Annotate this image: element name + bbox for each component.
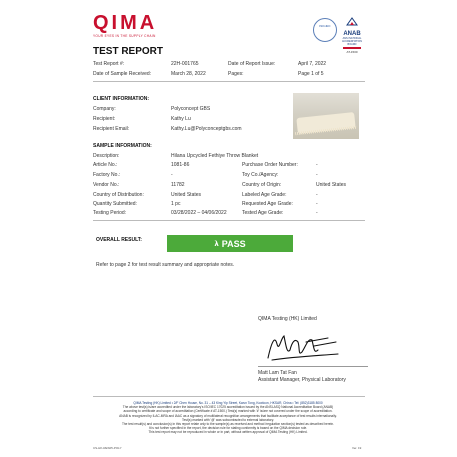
form-code: CS-HK-RES05-POLY bbox=[93, 446, 122, 450]
sample-received-value: March 28, 2022 bbox=[171, 71, 206, 77]
footer-line: The test result(s) and conclusion(s) in this report relate only to the sample(s) as received and method /regulation section(s) tested as described herein. bbox=[121, 422, 335, 427]
sample-photo bbox=[293, 93, 359, 139]
brand-tagline: YOUR EYES IN THE SUPPLY CHAIN bbox=[93, 34, 156, 38]
sample-field-label: Purchase Order Number: bbox=[242, 162, 298, 168]
report-number-value: 22H-001765 bbox=[171, 61, 199, 67]
sample-field-value: 03/28/2022 – 04/06/2022 bbox=[171, 210, 227, 216]
sample-field-value: - bbox=[316, 201, 318, 207]
sample-field-label: Article No.: bbox=[93, 162, 118, 168]
sample-field-label: Labeled Age Grade: bbox=[242, 192, 287, 198]
pass-icon: 𝝺 bbox=[214, 240, 219, 248]
recipient-label: Recipient: bbox=[93, 116, 116, 122]
footer-line: Test(s) marked with '@' was subcontracted to external laboratory. bbox=[182, 417, 274, 422]
certification-badge bbox=[313, 18, 337, 42]
signature-image bbox=[262, 326, 342, 366]
sample-field-label: Quantity Submitted: bbox=[93, 201, 137, 207]
sample-field-value: 1 pc bbox=[171, 201, 181, 207]
sample-field-value: - bbox=[171, 172, 173, 178]
company-value: Polyconcept GBS bbox=[171, 106, 211, 112]
pages-value: Page 1 of 5 bbox=[298, 71, 324, 77]
result-note: Refer to page 2 for test result summary and appropriate notes. bbox=[96, 262, 235, 268]
sample-field-value: - bbox=[316, 210, 318, 216]
signature-line bbox=[258, 366, 368, 367]
sample-received-label: Date of Sample Received: bbox=[93, 71, 152, 77]
pages-label: Pages: bbox=[228, 71, 244, 77]
sample-field-value: 1081-86 bbox=[171, 162, 190, 168]
sample-field-value: - bbox=[316, 192, 318, 198]
overall-result-label: OVERALL RESULT: bbox=[96, 237, 142, 243]
footer-line: according to certificate and scope of accreditation (Certificate # AT-1500.) Test(s) marked with '#' is/are not covered under the scope of accreditation. bbox=[123, 409, 333, 414]
certification-badge-text: ISO-IEC bbox=[319, 24, 331, 28]
footer-line: This test report may not be reproduced in whole or in part, without written approval of QIMA Testing (HK) Limited. bbox=[148, 430, 308, 435]
sample-field-label: Tested Age Grade: bbox=[242, 210, 284, 216]
divider bbox=[93, 81, 365, 82]
pass-result-badge bbox=[167, 235, 293, 252]
signatory-title: Assistant Manager, Physical Laboratory bbox=[258, 377, 346, 383]
sample-info-heading: SAMPLE INFORMATION: bbox=[93, 143, 152, 149]
sample-field-label: Toy Co./Agency: bbox=[242, 172, 279, 178]
sample-field-label: Vendor No.: bbox=[93, 182, 120, 188]
anab-accreditation-logo bbox=[341, 13, 363, 54]
sample-field-value: - bbox=[316, 172, 318, 178]
anab-code: AT-1500 bbox=[346, 49, 358, 54]
footer-line: The above test(s) is/are accredited under the laboratory’s ISO/IEC 17025 accreditation issued by the ANSI-ASQ National Accreditation Board (ANAB) bbox=[122, 405, 334, 410]
description-value: Hilana Upcycled Fethiye Throw Blanket bbox=[171, 153, 259, 159]
report-issue-label: Date of Report Issue: bbox=[228, 61, 276, 67]
signatory-company: QIMA Testing (HK) Limited bbox=[258, 316, 317, 322]
footer-address: QIMA Testing (HK) Limited • 2/F Chen House, No. 31 – 43 King Yip Street, Kwun Tong, Kowloon, HKSAR, China • Tel: (852)3185 8000 bbox=[133, 401, 323, 405]
report-issue-value: April 7, 2022 bbox=[298, 61, 327, 67]
footer-line: ANAB is recognized by ILAC-MRA and IAAC as a signatory of multilateral recognition arrangements that facilitate acceptance of test results internationally. bbox=[119, 413, 337, 418]
result-value: PASS bbox=[221, 238, 246, 249]
signatory-name: Matt Lam Tat Fan bbox=[258, 370, 297, 376]
client-info-heading: CLIENT INFORMATION: bbox=[93, 96, 150, 102]
version-number: Ver. 19 bbox=[352, 446, 362, 450]
sample-field-value: United States bbox=[316, 182, 347, 188]
sample-field-label: Testing Period: bbox=[93, 210, 127, 216]
recipient-email-value: Kathy.Lu@Polyconceptgbs.com bbox=[171, 126, 242, 132]
sample-field-label: Requested Age Grade: bbox=[242, 201, 293, 207]
report-number-label: Test Report #: bbox=[93, 61, 125, 67]
description-label: Description: bbox=[93, 153, 120, 159]
sample-field-label: Country of Distribution: bbox=[93, 192, 144, 198]
page-title: TEST REPORT bbox=[93, 46, 164, 57]
sample-field-value: United States bbox=[171, 192, 202, 198]
qima-logo: QIMA bbox=[93, 12, 158, 34]
company-label: Company: bbox=[93, 106, 116, 112]
recipient-email-label: Recipient Email: bbox=[93, 126, 130, 132]
sample-field-value: 11782 bbox=[171, 182, 185, 188]
sample-field-value: - bbox=[316, 162, 318, 168]
footer-disclaimer bbox=[88, 401, 368, 435]
anab-name: ANAB bbox=[343, 31, 361, 37]
recipient-value: Kathy Lu bbox=[171, 116, 191, 122]
sample-field-label: Factory No.: bbox=[93, 172, 121, 178]
footer-line: It is not further specified in the report, the decision rule for stating conformity is based on the QIMA decision rule. bbox=[148, 426, 308, 431]
divider bbox=[93, 396, 365, 397]
sample-field-label: Country of Origin: bbox=[242, 182, 282, 188]
anab-subtitle: ANSI NATIONAL ACCREDITATION BOARD bbox=[341, 37, 363, 46]
divider bbox=[93, 220, 365, 221]
anab-mark-icon bbox=[346, 17, 358, 26]
